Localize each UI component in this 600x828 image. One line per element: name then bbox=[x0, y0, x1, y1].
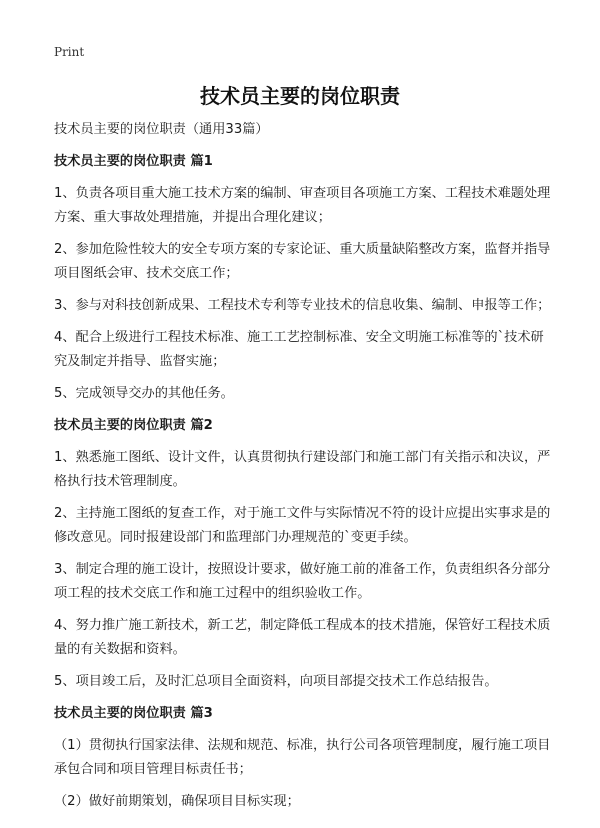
paragraph: （1）贯彻执行国家法律、法规和规范、标准，执行公司各项管理制度，履行施工项目承包合同和项目管理目标责任书； bbox=[54, 738, 551, 777]
paragraph: 2、主持施工图纸的复查工作，对于施工文件与实际情况不符的设计应提出实事求是的修改意见。同时报建设部门和监理部门办理规范的`变更手续。 bbox=[54, 506, 551, 545]
paragraph: 5、项目竣工后，及时汇总项目全面资料，向项目部提交技术工作总结报告。 bbox=[54, 674, 498, 689]
paragraph: 4、努力推广施工新技术，新工艺，制定降低工程成本的技术措施，保管好工程技术质量的有关数据和资料。 bbox=[54, 618, 551, 657]
document-title: 技术员主要的岗位职责 bbox=[200, 84, 400, 108]
document-subtitle: 技术员主要的岗位职责（通用33篇） bbox=[54, 122, 269, 137]
section bbox=[54, 702, 556, 814]
paragraph: 3、参与对科技创新成果、工程技术专利等专业技术的信息收集、编制、申报等工作； bbox=[54, 298, 551, 313]
section-heading: 技术员主要的岗位职责 篇3 bbox=[54, 706, 213, 721]
paragraph: 1、负责各项目重大施工技术方案的编制、审查项目各项施工方案、工程技术难题处理方案、重大事故处理措施，并提出合理化建议； bbox=[54, 186, 551, 225]
section-heading: 技术员主要的岗位职责 篇2 bbox=[54, 418, 213, 433]
section-heading: 技术员主要的岗位职责 篇1 bbox=[54, 154, 213, 169]
paragraph: 5、完成领导交办的其他任务。 bbox=[54, 386, 234, 401]
document-body bbox=[54, 118, 556, 822]
print-label: Print bbox=[54, 45, 85, 59]
paragraph: 4、配合上级进行工程技术标准、施工工艺控制标准、安全文明施工标准等的`技术研究及制定并指导、监督实施； bbox=[54, 330, 544, 369]
paragraph: （2）做好前期策划，确保项目目标实现； bbox=[54, 794, 300, 809]
paragraph: 1、熟悉施工图纸、设计文件，认真贯彻执行建设部门和施工部门有关指示和决议，严格执行技术管理制度。 bbox=[54, 450, 551, 489]
section bbox=[54, 150, 556, 406]
section bbox=[54, 414, 556, 694]
paragraph: 2、参加危险性较大的安全专项方案的专家论证、重大质量缺陷整改方案，监督并指导项目图纸会审、技术交底工作； bbox=[54, 242, 551, 281]
paragraph: 3、制定合理的施工设计，按照设计要求，做好施工前的准备工作，负责组织各分部分项工程的技术交底工作和施工过程中的组织验收工作。 bbox=[54, 562, 551, 601]
